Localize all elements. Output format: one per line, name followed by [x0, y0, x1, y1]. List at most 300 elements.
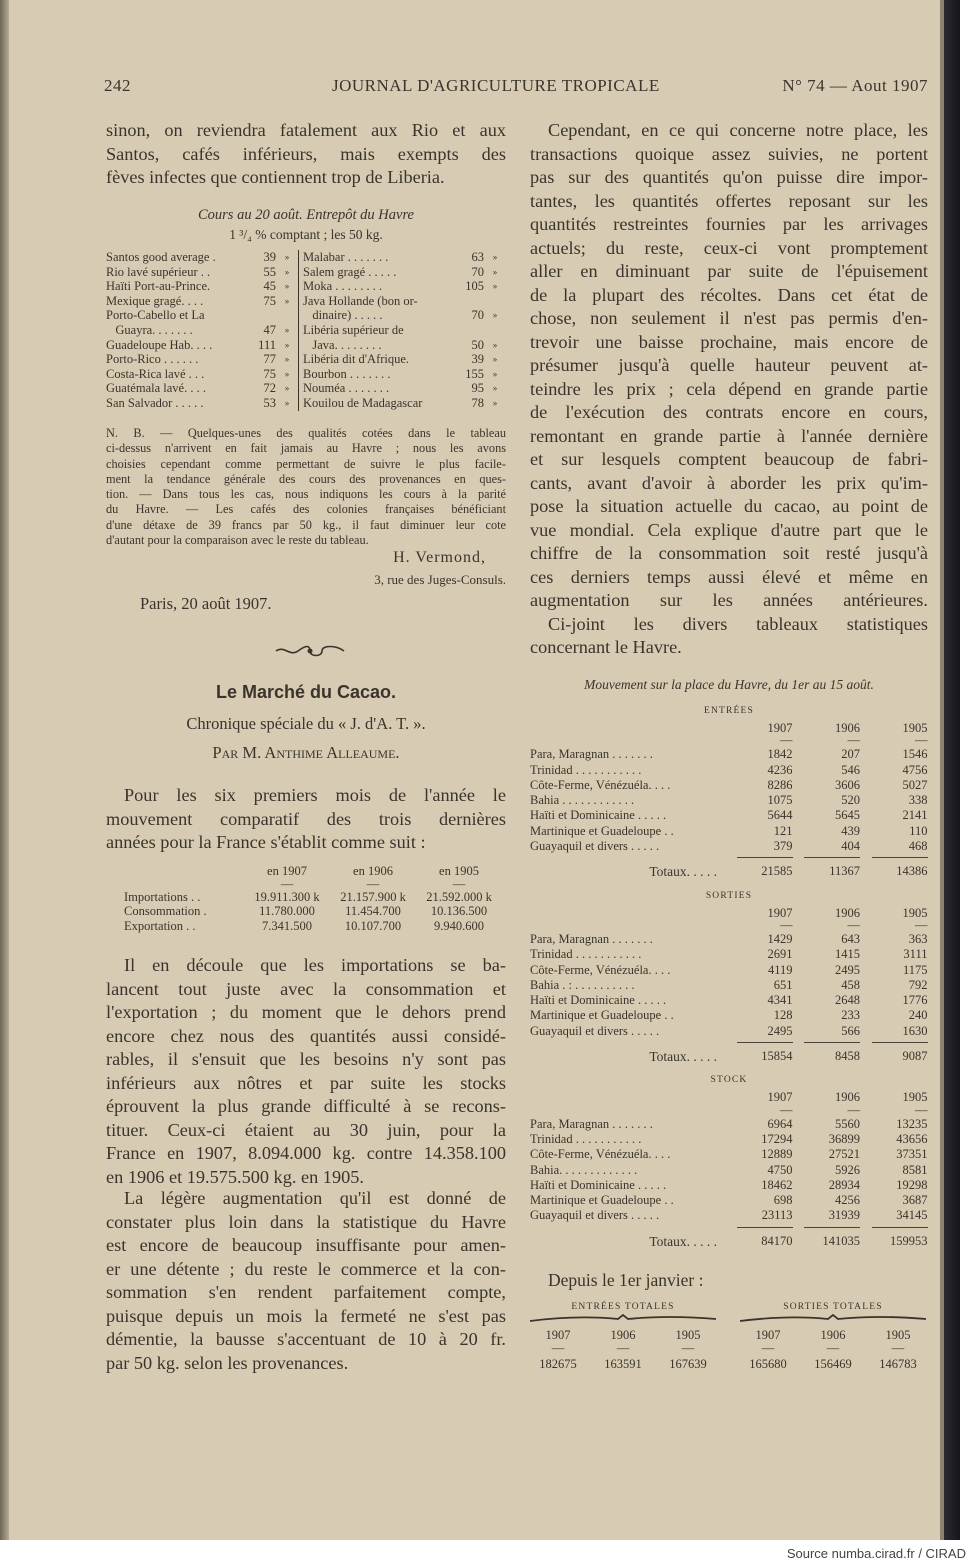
cell-value: 1842 — [767, 747, 793, 762]
ditto-mark: » — [492, 281, 498, 292]
dash: — — [780, 1102, 793, 1117]
text-line: Santos, cafés inférieurs, mais exempts des — [106, 143, 506, 164]
dash-row — [530, 733, 928, 748]
cell-value: 5645 — [835, 808, 860, 823]
coffee-price — [456, 294, 484, 309]
row-label: Côte-Ferme, Vénézuéla. . . . — [530, 962, 671, 977]
table-row — [106, 381, 506, 396]
ditto-mark: » — [276, 381, 299, 396]
dash: — — [847, 1102, 860, 1117]
cell-value: 18462 — [761, 1177, 793, 1192]
coffee-name: Libéria dit d'Afrique. — [303, 352, 410, 367]
coffee-price: 111 — [258, 337, 276, 352]
cell-value: 10.107.700 — [344, 918, 402, 933]
stat-section-entrées — [530, 704, 928, 880]
cell-value: 338 — [908, 793, 928, 808]
row-label: Exportation . . — [124, 918, 196, 933]
coffee-name: San Salvador . . . . . — [106, 395, 204, 410]
text-line: ment la tendance générale des cours des provenances en ques- — [106, 471, 506, 486]
dash: — — [915, 917, 928, 932]
table-row — [530, 839, 928, 854]
article-byline: Par M. Anthime Alleaume. — [212, 743, 400, 762]
ditto-mark: » — [492, 354, 498, 365]
ditto-mark: » — [492, 310, 498, 321]
dash: — — [761, 1341, 775, 1355]
coffee-price: 78 — [471, 395, 484, 410]
ditto-mark: » — [492, 339, 498, 350]
rule-line — [872, 1227, 928, 1228]
text-line: puisque depuis un mois la fermeté ne s'est pas — [106, 1305, 506, 1326]
table-row — [530, 1024, 928, 1039]
text-line: er une détente ; du reste le commerce et la con- — [106, 1258, 506, 1279]
text-line: aller en diminuant par suite de l'épuisement — [530, 261, 928, 281]
row-label: Trinidad . . . . . . . . . . . — [530, 762, 642, 777]
coffee-price: 63 — [471, 250, 484, 264]
table-row — [124, 890, 502, 905]
cell-value: 1429 — [767, 931, 793, 946]
text-line: La légère augmentation qu'il est donné de — [124, 1188, 506, 1208]
row-label: Bahia . : . . . . . . . . . . — [530, 977, 635, 992]
right-column-text — [530, 119, 928, 660]
since-group-entries — [528, 1302, 718, 1372]
coffee-name: Libéria supérieur de — [303, 322, 404, 337]
total-value: 165680 — [749, 1357, 787, 1371]
empty — [124, 879, 244, 890]
coffee-name: Moka . . . . . . . . — [303, 279, 383, 294]
cell-value: 128 — [773, 1008, 793, 1023]
cell-value: 651 — [773, 977, 793, 992]
table-row — [106, 352, 506, 367]
coffee-name: Santos good average . — [106, 250, 216, 264]
table-row — [530, 932, 928, 947]
total-value: 182675 — [539, 1357, 577, 1371]
dash: — — [780, 917, 793, 932]
cell-value: 10.136.500 — [430, 904, 488, 919]
cell-value: 12889 — [761, 1147, 793, 1162]
empty — [530, 921, 725, 932]
year-header: en 1906 — [353, 864, 393, 878]
coffee-price: 105 — [465, 279, 484, 294]
cell-value: 37351 — [896, 1147, 928, 1162]
coffee-name: Java. . . . . . . . — [303, 337, 382, 352]
signature-block — [106, 549, 506, 614]
rule-line — [737, 1227, 793, 1228]
empty — [530, 906, 725, 921]
text-line: d'une détaxe de 39 francs par 50 kg., il faut diminuer leur cote — [106, 517, 506, 532]
year-header: 1905 — [885, 1328, 911, 1342]
table-row — [124, 904, 502, 919]
dash: — — [847, 917, 860, 932]
cell-value: 363 — [908, 931, 928, 946]
cell-value: 4256 — [835, 1193, 860, 1208]
row-label: Martinique et Guadeloupe . . — [530, 1008, 674, 1023]
year-header: 1905 — [902, 721, 928, 735]
text-line: quantités restreintes fournies par les arrivages — [530, 214, 928, 234]
text-line: pas sur des quantités qu'on puisse dire impor- — [530, 167, 928, 187]
table-row — [530, 1208, 928, 1223]
cell-value: 34145 — [896, 1208, 928, 1223]
empty — [484, 294, 506, 309]
cell-value: 1546 — [902, 747, 928, 762]
coffee-name: Guatémala lavé. . . . — [106, 381, 206, 396]
cell-value: 2495 — [835, 962, 860, 977]
row-label: Bahia . . . . . . . . . . . . — [530, 793, 635, 808]
row-label: Côte-Ferme, Vénézuéla. . . . — [530, 777, 671, 792]
empty — [530, 1224, 725, 1231]
text-line: choisies cependant comme permettant de suivre le plus facile- — [106, 456, 506, 471]
cell-value: 3687 — [902, 1193, 928, 1208]
table-row — [530, 1008, 928, 1023]
cell-value: 233 — [841, 1008, 860, 1023]
ditto-mark: » — [492, 266, 498, 277]
rule-line — [872, 1042, 928, 1043]
cell-value: 3606 — [835, 777, 860, 792]
total-value: 9087 — [902, 1049, 928, 1064]
table-row — [530, 993, 928, 1008]
coffee-price: 39 — [471, 352, 484, 367]
table-row — [530, 1117, 928, 1132]
cell-value: 792 — [908, 977, 928, 992]
france-table-body — [124, 864, 502, 933]
dash: — — [891, 1341, 905, 1355]
dash: — — [780, 733, 793, 748]
cell-value: 36899 — [828, 1131, 860, 1146]
book-binding — [944, 0, 960, 1540]
cell-value: 13235 — [896, 1116, 928, 1131]
total-value: 15854 — [761, 1049, 793, 1064]
year-header-row — [530, 906, 928, 921]
table-row — [530, 947, 928, 962]
cell-value: 7.341.500 — [262, 918, 312, 933]
cell-value: 4756 — [902, 762, 928, 777]
coffee-name: dinaire) . . . . . — [303, 308, 383, 323]
cell-value: 6964 — [767, 1116, 793, 1131]
text-line: N. B. — Quelques-unes des qualités cotées dans le tableau — [106, 426, 506, 440]
text-line: transactions quoique assez suivies, ne portent — [530, 143, 928, 164]
brace-icon — [528, 1312, 718, 1322]
coffee-name: Costa-Rica lavé . . . — [106, 366, 205, 381]
year-header-row — [530, 1090, 928, 1105]
text-line: concernant le Havre. — [530, 637, 682, 657]
ditto-mark: » — [276, 294, 299, 309]
dash: — — [616, 1341, 630, 1355]
text-line: encore chez nous des quantités aussi considé- — [106, 1025, 506, 1046]
text-line: France en 1907, 8.094.000 kg. contre 14.358.100 — [106, 1143, 506, 1163]
article-subtitle: Chronique spéciale du « J. d'A. T. ». — [186, 714, 426, 733]
stat-section-sorties — [530, 889, 928, 1065]
table-header-row — [124, 864, 502, 879]
empty — [530, 1090, 725, 1105]
row-label: Importations . . — [124, 889, 201, 904]
coffee-price-table — [106, 206, 506, 411]
year-header: 1906 — [835, 1090, 860, 1105]
text-line: vue mondial. Cela explique d'autre part que le — [530, 519, 928, 540]
coffee-name: Guadeloupe Hab. . . . — [106, 337, 213, 352]
coffee-price: 95 — [471, 381, 484, 396]
dash-row — [124, 879, 502, 890]
row-label: Martinique et Guadeloupe . . — [530, 823, 674, 838]
table-row — [530, 824, 928, 839]
text-line: ces derniers temps aussi élevé et même en — [530, 566, 928, 587]
coffee-name: Haïti Port-au-Prince. — [106, 279, 211, 294]
stat-section-stock — [530, 1073, 928, 1249]
dash: — — [826, 1341, 840, 1355]
year-header: 1906 — [820, 1328, 846, 1342]
year-header: 1905 — [675, 1328, 701, 1342]
author-name: H. Vermond, — [393, 549, 486, 566]
coffee-name: Kouilou de Madagascar — [303, 395, 423, 410]
table-row — [106, 279, 506, 294]
total-label: Totaux. . . . . — [649, 864, 717, 880]
cell-value: 11.454.700 — [345, 904, 401, 919]
section-title: SORTIES — [705, 890, 753, 901]
dash-row — [530, 1102, 928, 1117]
cell-value: 404 — [841, 839, 860, 854]
cell-value: 1630 — [902, 1023, 928, 1038]
cell-value: 468 — [908, 839, 928, 854]
row-label: Guayaquil et divers . . . . . — [530, 1023, 660, 1038]
cacao-paragraph-2 — [106, 954, 506, 1189]
total-row — [530, 1049, 928, 1064]
since-january-table — [528, 1302, 928, 1372]
table-row — [530, 1178, 928, 1193]
text-line: Ci-joint les divers tableaux statistiques — [548, 613, 928, 634]
table-row — [530, 1163, 928, 1178]
cell-value: 8581 — [902, 1162, 928, 1177]
rule-line — [872, 857, 928, 858]
text-line: actuels; du reste, ceux-ci vont promptement — [530, 237, 928, 258]
coffee-price: 55 — [263, 264, 276, 279]
year-header: 1907 — [545, 1328, 571, 1342]
total-rule — [793, 1039, 861, 1046]
coffee-name: Guayra. . . . . . . — [106, 322, 193, 337]
cell-value: 3111 — [903, 947, 928, 962]
row-label: Para, Maragnan . . . . . . . — [530, 1116, 653, 1131]
rule-line — [804, 1227, 860, 1228]
ditto-mark: » — [492, 383, 498, 394]
since-january-heading: Depuis le 1er janvier : — [548, 1270, 704, 1290]
cell-value: 4341 — [767, 993, 793, 1008]
ditto-mark: » — [492, 252, 498, 262]
empty — [530, 721, 725, 736]
brace-icon — [738, 1312, 928, 1322]
coffee-name: Nouméa . . . . . . . — [303, 381, 390, 396]
coffee-table-subtitle: 1 ³/₄ % comptant ; les 50 kg. — [229, 227, 383, 242]
coffee-name: Porto-Rico . . . . . . — [106, 352, 199, 367]
rule-line — [737, 1042, 793, 1043]
group-title: ENTRÉES TOTALES — [571, 1302, 675, 1312]
text-line: augmentation sur les années antérieures. — [530, 590, 928, 610]
running-header — [104, 76, 928, 100]
cell-value: 11.780.000 — [259, 904, 315, 919]
total-value: 146783 — [879, 1357, 917, 1371]
france-movement-table — [124, 864, 504, 933]
cell-value: 698 — [773, 1193, 793, 1208]
text-line: teindre les prix ; cela dépend en grande partie — [530, 378, 928, 399]
cell-value: 43656 — [896, 1131, 928, 1146]
dateline: Paris, 20 août 1907. — [140, 594, 272, 613]
dash: — — [915, 733, 928, 748]
cell-value: 240 — [908, 1008, 928, 1023]
total-rule-row — [530, 1224, 928, 1231]
text-line: années pour la France s'établit comme suit : — [106, 832, 426, 852]
total-value: 8458 — [835, 1049, 860, 1064]
cell-value: 21.592.000 k — [426, 889, 492, 904]
ditto-mark: » — [276, 367, 299, 382]
cell-value: 17294 — [761, 1131, 793, 1146]
total-rule — [793, 854, 861, 861]
dash: — — [681, 1341, 695, 1355]
year-header: 1907 — [767, 1090, 793, 1105]
coffee-price: 70 — [471, 308, 484, 323]
total-rule — [860, 1039, 928, 1046]
empty — [530, 854, 725, 861]
cell-value: 5560 — [835, 1116, 860, 1131]
total-value: 141035 — [822, 1233, 860, 1248]
row-label: Para, Maragnan . . . . . . . — [530, 747, 653, 762]
table-row — [106, 338, 506, 353]
ditto-mark: » — [276, 265, 299, 280]
cell-value: 9.940.600 — [434, 918, 484, 933]
value-row — [738, 1357, 928, 1372]
row-label: Trinidad . . . . . . . . . . . — [530, 947, 642, 962]
cell-value: 23113 — [761, 1208, 793, 1223]
table-row — [106, 308, 506, 323]
cell-value: 19298 — [896, 1177, 928, 1192]
cell-value: 5926 — [835, 1162, 860, 1177]
coffee-name: Porto-Cabello et La — [106, 308, 205, 323]
dash: — — [915, 1102, 928, 1117]
year-header: en 1907 — [267, 864, 307, 878]
text-line: de l'exécution des contrats encore en cours, — [530, 402, 928, 422]
empty — [276, 308, 299, 323]
cell-value: 1415 — [835, 947, 860, 962]
text-line: sinon, on reviendra fatalement aux Rio et aux — [106, 120, 506, 140]
row-label: Trinidad . . . . . . . . . . . — [530, 1131, 642, 1146]
ditto-mark: » — [276, 352, 299, 367]
cell-value: 31939 — [828, 1208, 860, 1223]
coffee-price: 72 — [263, 381, 276, 396]
cell-value: 1776 — [902, 993, 928, 1008]
table-row — [106, 294, 506, 309]
text-line: inférieurs aux nôtres et par suite les stocks — [106, 1072, 506, 1093]
coffee-table-body — [106, 250, 506, 411]
cell-value: 207 — [841, 747, 860, 762]
cell-value: 379 — [773, 839, 793, 854]
cell-value: 566 — [841, 1023, 860, 1038]
empty — [530, 1039, 725, 1046]
total-label: Totaux. . . . . — [649, 1049, 717, 1065]
text-line: ci-dessus n'arrivent en fait jamais au Havre ; nous les avons — [106, 441, 506, 456]
ditto-mark: » — [492, 397, 498, 408]
text-line: tituer. Ceux-ci étaient au 30 juin, pour la — [106, 1119, 506, 1140]
cell-value: 1175 — [902, 962, 928, 977]
rule-line — [804, 857, 860, 858]
text-line: et sur lesquels comptent beaucoup de fabri- — [530, 449, 928, 469]
table-row — [106, 250, 506, 265]
row-label: Consommation . — [124, 904, 207, 919]
coffee-price: 155 — [465, 366, 484, 381]
coffee-price: 50 — [471, 337, 484, 352]
page-number: 242 — [104, 76, 131, 95]
table-row — [530, 1193, 928, 1208]
cell-value: 458 — [841, 977, 860, 992]
section-title: ENTRÉES — [703, 706, 755, 716]
table-row — [530, 808, 928, 823]
coffee-price: 39 — [263, 250, 276, 264]
journal-title: JOURNAL D'AGRICULTURE TROPICALE — [332, 76, 660, 95]
table-row — [106, 323, 506, 338]
dash-row — [738, 1343, 928, 1353]
section-title: STOCK — [710, 1075, 748, 1086]
year-header: 1906 — [835, 905, 860, 920]
cell-value: 4119 — [767, 962, 793, 977]
cacao-paragraph-3 — [106, 1187, 506, 1375]
text-line: chiffre de la consommation soit resté jusqu'à — [530, 543, 928, 563]
total-row — [530, 1234, 928, 1249]
text-line: d'autant pour la comparaison avec le reste du tableau. — [106, 533, 369, 548]
year-header: en 1905 — [439, 864, 479, 878]
value-row — [528, 1357, 718, 1372]
text-line: est encore de beaucoup insuffisante pour amen- — [106, 1235, 506, 1255]
rule-line — [737, 857, 793, 858]
year-header: 1906 — [610, 1328, 636, 1342]
author-address: 3, rue des Juges-Consuls. — [374, 572, 506, 587]
empty — [530, 1106, 725, 1117]
text-line: présumer jusqu'à quelle hauteur peuvent at- — [530, 355, 928, 375]
coffee-name: Malabar . . . . . . . — [303, 250, 389, 264]
left-intro-paragraph — [106, 119, 506, 190]
year-header-row — [530, 721, 928, 736]
text-line: mouvement comparatif des trois dernières — [106, 808, 506, 829]
coffee-price: 75 — [263, 293, 276, 308]
havre-statistics — [530, 704, 928, 1249]
total-value: 21585 — [761, 864, 793, 879]
cell-value: 121 — [773, 823, 793, 838]
text-line: constater plus loin dans la statistique du Havre — [106, 1211, 506, 1232]
text-line: cants, avant d'avoir à aborder les prix qu'im- — [530, 472, 928, 493]
source-credit: Source numba.cirad.fr / CIRAD — [786, 1546, 966, 1561]
dash: — — [452, 876, 466, 891]
text-line: tantes, les quantités offertes reposant sur les — [530, 190, 928, 211]
text-line: l'exportation ; du moment que le dehors prend — [106, 1002, 506, 1022]
table-row — [530, 778, 928, 793]
text-line: remontant en grande partie à l'année dernière — [530, 425, 928, 446]
year-header: 1905 — [902, 905, 928, 920]
total-value: 84170 — [761, 1233, 793, 1248]
cell-value: 2141 — [902, 808, 928, 823]
dash: — — [366, 876, 380, 891]
row-label: Martinique et Guadeloupe . . — [530, 1193, 674, 1208]
total-rule-row — [530, 1039, 928, 1046]
text-line: trevoir une baisse prochaine, mais encore de — [530, 331, 928, 352]
total-rule — [793, 1224, 861, 1231]
coffee-name: Mexique gragé. . . . — [106, 293, 204, 308]
total-label: Totaux. . . . . — [649, 1233, 717, 1249]
cell-value: 546 — [841, 762, 860, 777]
empty — [530, 736, 725, 747]
text-line: Pour les six premiers mois de l'année le — [124, 785, 506, 805]
text-line: Cependant, en ce qui concerne notre place, les — [548, 120, 928, 140]
total-rule — [725, 1039, 793, 1046]
total-rule-row — [530, 854, 928, 861]
text-line: rables, il s'ensuit que les besoins n'y sont pas — [106, 1049, 506, 1069]
coffee-price: 70 — [471, 264, 484, 279]
cell-value: 5027 — [902, 777, 928, 792]
article-title: Le Marché du Cacao. — [215, 682, 397, 702]
year-header: 1907 — [767, 905, 793, 920]
cell-value: 21.157.900 k — [340, 889, 406, 904]
